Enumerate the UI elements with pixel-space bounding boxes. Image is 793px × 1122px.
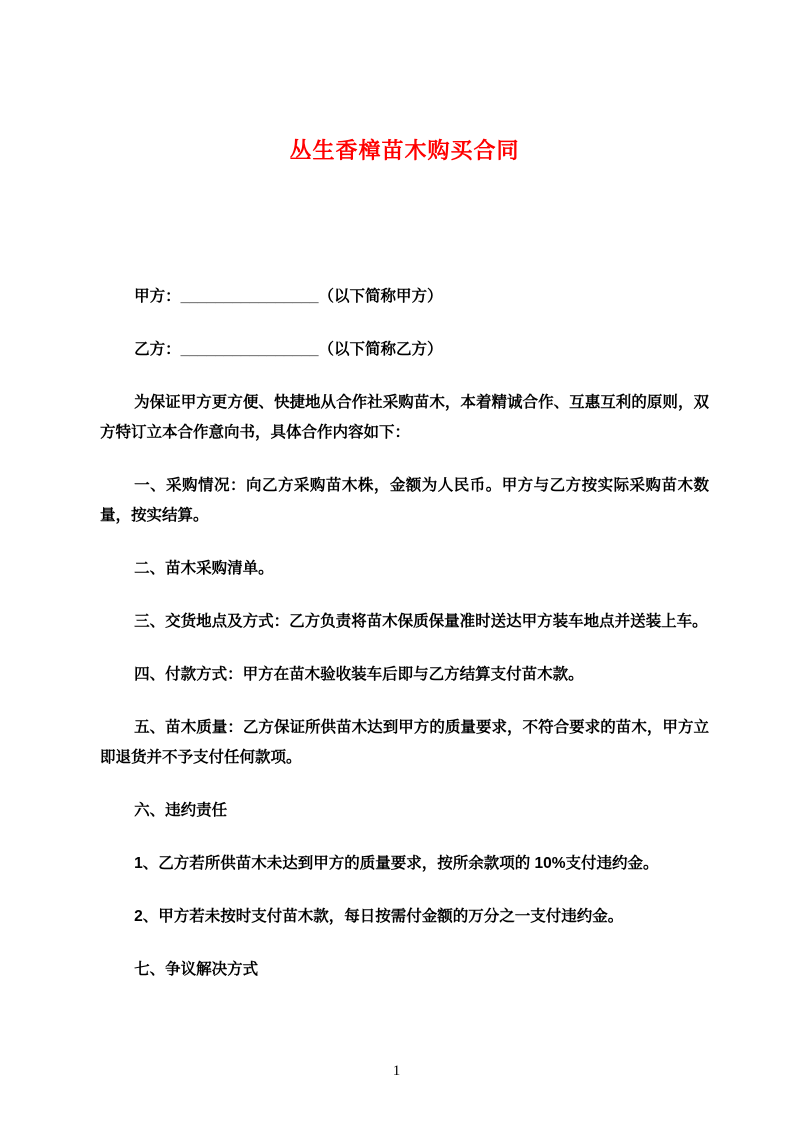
page-number: 1 xyxy=(392,1063,401,1079)
intro-paragraph: 为保证甲方更方便、快捷地从合作社采购苗木，本着精诚合作、互惠互利的原则，双方特订立本合作意向书，具体合作内容如下： xyxy=(100,394,709,441)
clause-7-dispute: 七、争议解决方式 xyxy=(134,961,259,978)
party-a-line: 甲方：________________（以下简称甲方） xyxy=(134,288,443,305)
clause-5-quality: 五、苗木质量：乙方保证所供苗木达到甲方的质量要求，不符合要求的苗木，甲方立即退货并不予支付任何款项。 xyxy=(100,719,709,766)
document-title: 丛生香樟苗木购买合同 xyxy=(289,138,520,163)
clause-6-breach: 六、违约责任 xyxy=(134,802,228,819)
clause-6-item-1: 1、乙方若所供苗木未达到甲方的质量要求，按所余款项的 10%支付违约金。 xyxy=(134,855,659,872)
party-b-line: 乙方：________________（以下简称乙方） xyxy=(134,341,443,358)
document-body xyxy=(100,282,709,985)
clause-3-delivery: 三、交货地点及方式：乙方负责将苗木保质保量准时送达甲方装车地点并送装上车。 xyxy=(134,613,708,630)
clause-4-payment: 四、付款方式：甲方在苗木验收装车后即与乙方结算支付苗木款。 xyxy=(134,666,584,683)
clause-2-list: 二、苗木采购清单。 xyxy=(134,560,274,577)
clause-1-purchase: 一、采购情况：向乙方采购苗木株，金额为人民币。甲方与乙方按实际采购苗木数量，按实结算。 xyxy=(100,477,709,524)
clause-6-item-2: 2、甲方若未按时支付苗木款，每日按需付金额的万分之一支付违约金。 xyxy=(134,908,624,925)
